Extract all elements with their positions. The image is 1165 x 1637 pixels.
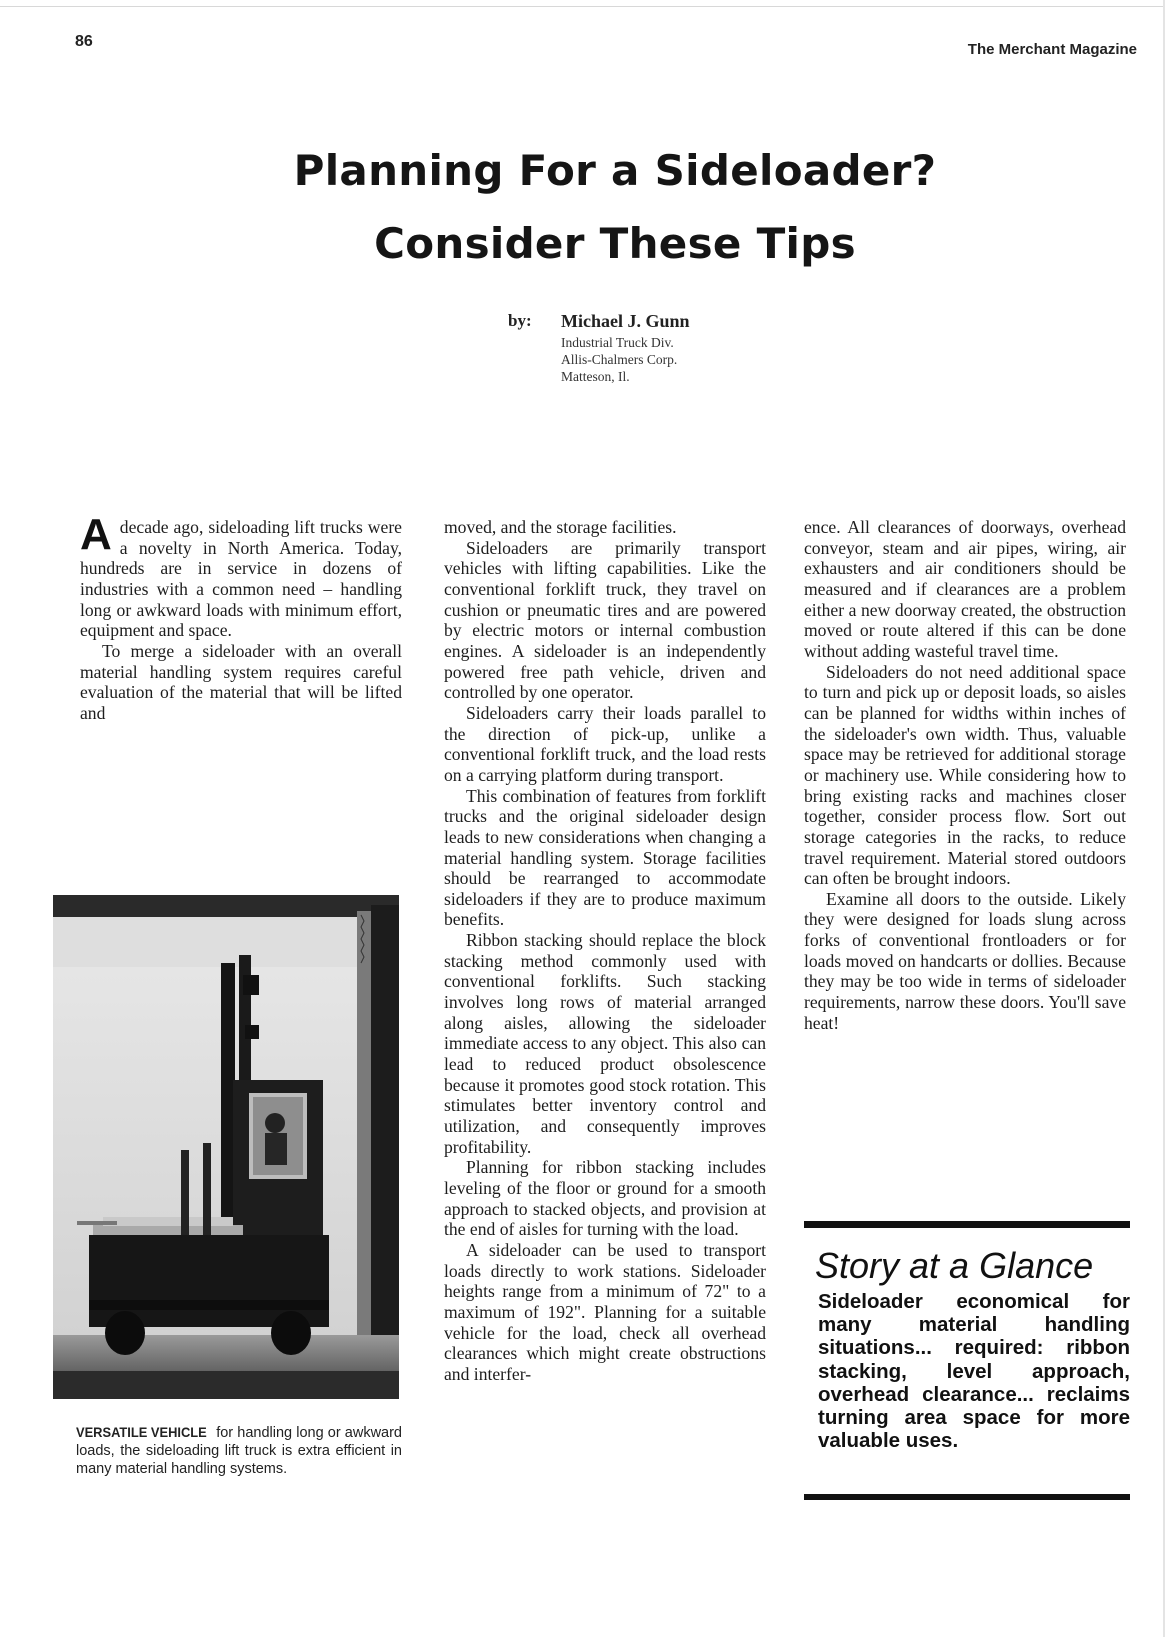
sidebar-title: Story at a Glance bbox=[815, 1245, 1094, 1286]
paragraph: Examine all doors to the outside. Likely they were designed for loads slung across forks of conventional frontloaders or for loads moved on handcarts or dollies. Because they may be too wide in terms of sideloader requirements, narrow these doors. You'll save heat! bbox=[804, 888, 1126, 1033]
paragraph bbox=[80, 510, 402, 641]
paragraph: To merge a sideloader with an overall material handling system requires careful evaluation of the material that will be lifted and bbox=[80, 640, 402, 723]
sidebar-bottom-rule bbox=[804, 1494, 1130, 1500]
paragraph: Planning for ribbon stacking includes leveling of the floor or ground for a smooth approach to stacked objects, and provision at the end of aisles for turning with the load. bbox=[444, 1157, 766, 1240]
paragraph: This combination of features from forklift trucks and the original sideloader design leads to new considerations when changing a material handling system. Storage facilities should be rearranged to accommodate sideloaders if they are to produce maximum benefits. bbox=[444, 785, 766, 930]
paragraph: Sideloaders do not need additional space to turn and pick up or deposit loads, so aisles can be planned for widths within inches of the sideloader's own width. Thus, valuable space may be retrieved for additional storage or machinery use. While considering how to bring existing racks and machines closer together, consider process flow. Sort out storage categories in the racks, to reduce travel requirement. Material stored outdoors can often be brought indoors. bbox=[804, 661, 1126, 889]
article-column-3 bbox=[804, 517, 1126, 1033]
drop-cap: A bbox=[80, 510, 112, 559]
paragraph: Sideloaders carry their loads parallel to the direction of pick-up, unlike a conventional forklift truck, and the load rests on a carrying platform during transport. bbox=[444, 702, 766, 785]
sideloader-photo bbox=[53, 895, 399, 1399]
paragraph: Ribbon stacking should replace the block stacking method commonly used with conventional forklifts. Such stacking involves long rows of material arranged along aisles, allowing the sideloader immediate access to any object. This also can lead to reduced product obsolescence because it promotes good stock rotation. This stimulates better inventory control and utilization, and consequently improves profitability. bbox=[444, 930, 766, 1157]
sidebar-top-rule bbox=[804, 1221, 1130, 1228]
author-affiliation-line: Industrial Truck Div. bbox=[561, 335, 674, 350]
article-title-line-1: Planning For a Sideloader? bbox=[293, 146, 937, 195]
paragraph: moved, and the storage facilities. bbox=[444, 517, 677, 537]
article-column-2 bbox=[444, 517, 766, 1385]
article-column-1 bbox=[80, 510, 402, 724]
page-number: 86 bbox=[75, 33, 93, 50]
photo-caption bbox=[76, 1423, 402, 1478]
author-name: Michael J. Gunn bbox=[561, 311, 690, 331]
paragraph: ence. All clearances of doorways, overhead conveyor, steam and air pipes, wiring, air exhausters and air conditioners should be measured and if clearances are a problem either a new doorway created, the obstruction moved or route altered if this can be done without adding wasteful travel time. bbox=[804, 517, 1126, 661]
sideloader-illustration bbox=[53, 895, 399, 1399]
magazine-name: The Merchant Magazine bbox=[967, 41, 1137, 58]
paragraph: Sideloaders are primarily transport vehicles with lifting capabilities. Like the conventional forklift truck, they travel on cushion or pneumatic tires and are powered by electric motors or internal combustion engines. A sideloader is an independently powered free path vehicle, driven and controlled by one operator. bbox=[444, 537, 766, 703]
byline-label: by: bbox=[508, 311, 532, 330]
sidebar-summary: Sideloader economical for many material handling situations... required: ribbon stacking, level approach, overhead clearance... reclaims turning area space for more valuable uses. bbox=[818, 1290, 1130, 1453]
caption-text: for handling long or awkward loads, the sideloading lift truck is extra efficient in many material handling systems. bbox=[76, 1425, 402, 1477]
caption-heading: VERSATILE VEHICLE bbox=[76, 1424, 207, 1440]
article-title-line-2: Consider These Tips bbox=[374, 219, 856, 268]
author-affiliation-line: Matteson, Il. bbox=[561, 369, 630, 384]
paragraph-text: decade ago, sideloading lift trucks were a novelty in North America. Today, hundreds are in service in dozens of industries with a common need – handling long or awkward loads with minimum effort, equipment and space. bbox=[80, 517, 402, 641]
top-edge-rule bbox=[0, 6, 1165, 7]
author-affiliation-line: Allis-Chalmers Corp. bbox=[561, 352, 678, 367]
paragraph: A sideloader can be used to transport loads directly to work stations. Sideloader heights range from a minimum of 72" to a maximum of 192". Planning for a suitable vehicle for the load, check all overhead clearances which might create obstructions and interfer- bbox=[444, 1239, 766, 1384]
